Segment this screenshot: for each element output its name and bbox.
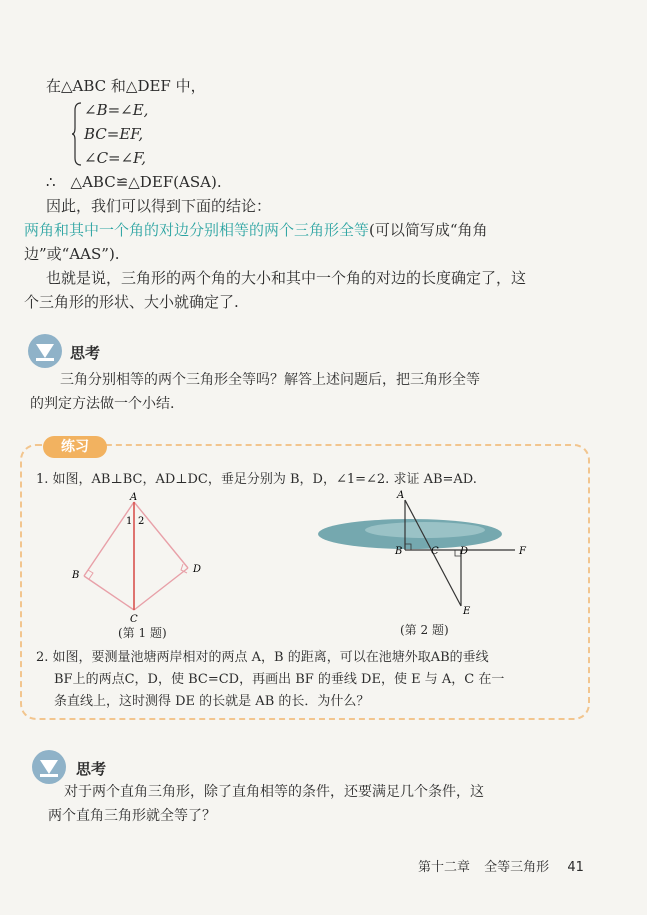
therefore-text: 因此，我们可以得到下面的结论：	[46, 197, 272, 215]
proof-conclusion: ∴ △ABC≌△DEF(ASA).	[46, 173, 222, 191]
fig1-label-2: 2	[138, 516, 145, 527]
think-icon-2	[32, 750, 66, 784]
theorem-line	[24, 220, 488, 240]
fig1-label-1: 1	[126, 516, 133, 527]
figure-1-caption: (第 1 题)	[118, 626, 167, 640]
think-2-line-2: 两个直角三角形就全等了？	[48, 808, 216, 824]
fig1-label-d: D	[193, 564, 202, 575]
fig1-label-a: A	[130, 492, 138, 503]
proof-intro: 在△ABC 和△DEF 中，	[46, 77, 206, 95]
footer	[418, 856, 584, 875]
fig2-label-b: B	[395, 546, 403, 557]
proof-cond-3: ∠C=∠F,	[84, 149, 147, 167]
fig2-label-f: F	[519, 546, 526, 557]
pond-highlight	[365, 522, 485, 538]
theorem-statement: 两角和其中一个角的对边分别相等的两个三角形全等	[24, 221, 370, 239]
think-1-line-1: 三角分别相等的两个三角形全等吗？解答上述问题后，把三角形全等	[60, 372, 480, 388]
figure-2-caption: (第 2 题)	[400, 623, 449, 637]
theorem-note: (可以简写成“角角	[369, 221, 488, 239]
figure-1	[60, 490, 230, 630]
fig1-right-angle-b	[88, 570, 93, 579]
think-1-line-2: 的判定方法做一个小结.	[30, 396, 175, 412]
fig1-side-bc	[84, 576, 134, 610]
fig2-label-c: C	[431, 546, 439, 557]
fig1-side-dc	[134, 568, 188, 610]
explain-line-2: 个三角形的形状、大小就确定了.	[24, 293, 239, 311]
figure-2	[315, 488, 555, 618]
page-number: 41	[567, 860, 584, 875]
fig2-label-d: D	[460, 546, 469, 557]
theorem-note-2: 边”或“AAS”).	[24, 245, 120, 263]
footer-title: 全等三角形	[484, 860, 550, 875]
proof-cond-2: BC=EF,	[84, 125, 144, 143]
explain-line-1: 也就是说，三角形的两个角的大小和其中一个角的对边的长度确定了，这	[46, 269, 527, 287]
exercise-tag: 练习	[43, 436, 107, 458]
exercise-q2-line-1: 2. 如图，要测量池塘两岸相对的两点 A，B 的距离，可以在池塘外取AB的垂线	[36, 650, 489, 665]
fig1-label-c: C	[130, 614, 138, 625]
fig1-label-b: B	[72, 570, 80, 581]
fig1-side-ad	[134, 502, 188, 568]
fig1-side-ab	[84, 502, 134, 576]
think-title-2: 思考	[76, 760, 107, 778]
think-icon	[28, 334, 62, 368]
think-title-1: 思考	[70, 344, 101, 362]
exercise-q2-line-2: BF上的两点C，D，使 BC=CD，再画出 BF 的垂线 DE，使 E 与 A，C 在一	[54, 672, 505, 687]
proof-cond-1: ∠B=∠E,	[84, 101, 149, 119]
exercise-q1: 1. 如图，AB⊥BC，AD⊥DC，垂足分别为 B，D，∠1=∠2. 求证 AB=AD.	[36, 472, 477, 487]
exercise-q2-line-3: 条直线上，这时测得 DE 的长就是 AB 的长．为什么？	[54, 694, 370, 709]
think-2-line-1: 对于两个直角三角形，除了直角相等的条件，还要满足几个条件，这	[64, 784, 484, 800]
fig2-label-a: A	[397, 490, 405, 501]
brace-icon	[72, 102, 82, 166]
fig2-label-e: E	[463, 606, 471, 617]
footer-chapter: 第十二章	[418, 860, 471, 875]
